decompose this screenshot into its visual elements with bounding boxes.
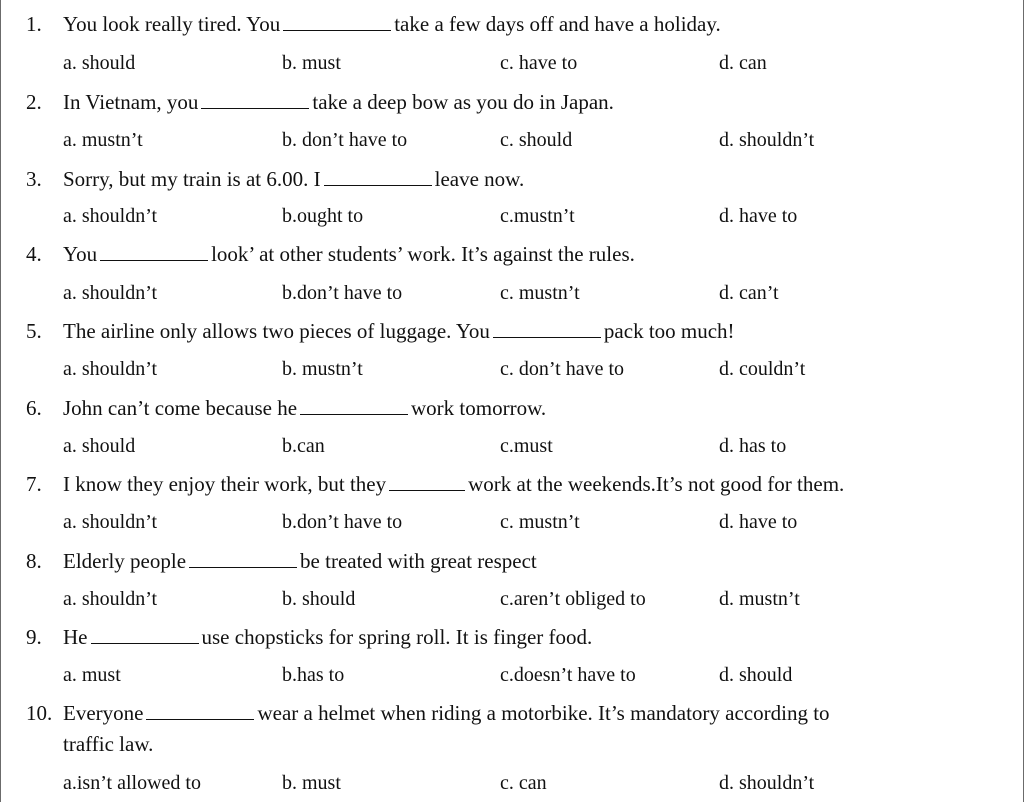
question-text-after: be treated with great respect bbox=[300, 549, 537, 573]
answer-blank bbox=[91, 625, 199, 644]
option-b: b. must bbox=[282, 772, 341, 794]
question-text-before: Everyone bbox=[63, 701, 144, 725]
question-text-after: wear a helmet when riding a motorbike. It’s mandatory according to bbox=[257, 701, 830, 725]
option-a: a.isn’t allowed to bbox=[63, 772, 201, 794]
answer-blank bbox=[300, 396, 408, 415]
question-number: 10. bbox=[26, 701, 53, 725]
question-text-before: John can’t come because he bbox=[63, 396, 298, 420]
option-a: a. shouldn’t bbox=[63, 588, 158, 610]
option-c: c.must bbox=[500, 435, 553, 457]
option-c: c.mustn’t bbox=[500, 205, 575, 227]
question-number: 5. bbox=[26, 319, 42, 343]
question-6 bbox=[26, 395, 546, 421]
question-number: 1. bbox=[26, 12, 42, 36]
option-a: a. must bbox=[63, 664, 121, 686]
question-7 bbox=[26, 471, 844, 497]
answer-blank bbox=[189, 549, 297, 568]
option-d: d. has to bbox=[719, 435, 787, 457]
option-c: c.aren’t obliged to bbox=[500, 588, 646, 610]
option-d: d. can’t bbox=[719, 282, 779, 304]
option-a: a. shouldn’t bbox=[63, 511, 158, 533]
question-number: 8. bbox=[26, 549, 42, 573]
option-a: a. shouldn’t bbox=[63, 358, 158, 380]
question-number: 2. bbox=[26, 90, 42, 114]
option-b: b. must bbox=[282, 52, 341, 74]
question-text-after: take a few days off and have a holiday. bbox=[394, 12, 721, 36]
question-number: 4. bbox=[26, 242, 42, 266]
option-a: a. mustn’t bbox=[63, 129, 143, 151]
question-text-after: leave now. bbox=[434, 167, 525, 191]
question-4 bbox=[26, 241, 635, 267]
option-c: c. can bbox=[500, 772, 547, 794]
option-b: b. should bbox=[282, 588, 356, 610]
option-c: c. mustn’t bbox=[500, 511, 580, 533]
question-1 bbox=[26, 11, 721, 37]
answer-blank bbox=[283, 12, 391, 31]
question-text-before: You bbox=[63, 242, 98, 266]
option-b: b.can bbox=[282, 435, 325, 457]
option-d: d. have to bbox=[719, 205, 798, 227]
question-text-before: In Vietnam, you bbox=[63, 90, 199, 114]
question-number: 6. bbox=[26, 396, 42, 420]
answer-blank bbox=[389, 472, 465, 491]
option-a: a. shouldn’t bbox=[63, 282, 158, 304]
answer-blank bbox=[324, 167, 432, 186]
option-c: c. mustn’t bbox=[500, 282, 580, 304]
option-b: b. mustn’t bbox=[282, 358, 363, 380]
question-text-before: Elderly people bbox=[63, 549, 187, 573]
question-text-before: The airline only allows two pieces of luggage. You bbox=[63, 319, 490, 343]
option-d: d. should bbox=[719, 664, 793, 686]
question-text-before: I know they enjoy their work, but they bbox=[63, 472, 387, 496]
option-d: d. can bbox=[719, 52, 767, 74]
option-a: a. should bbox=[63, 52, 136, 74]
question-2 bbox=[26, 89, 614, 115]
option-b: b.don’t have to bbox=[282, 282, 403, 304]
question-text-after: look’ at other students’ work. It’s against the rules. bbox=[211, 242, 635, 266]
option-d: d. couldn’t bbox=[719, 358, 806, 380]
question-3 bbox=[26, 166, 524, 192]
option-d: d. shouldn’t bbox=[719, 129, 815, 151]
option-c: c. have to bbox=[500, 52, 578, 74]
option-d: d. mustn’t bbox=[719, 588, 800, 610]
question-10 bbox=[26, 700, 830, 726]
question-text-after: pack too much! bbox=[603, 319, 735, 343]
answer-blank bbox=[100, 242, 208, 261]
option-c: c. should bbox=[500, 129, 573, 151]
option-a: a. shouldn’t bbox=[63, 205, 158, 227]
question-9 bbox=[26, 624, 592, 650]
question-number: 9. bbox=[26, 625, 42, 649]
option-b: b.ought to bbox=[282, 205, 364, 227]
question-text-continuation: traffic law. bbox=[63, 732, 154, 756]
question-8 bbox=[26, 548, 537, 574]
option-d: d. shouldn’t bbox=[719, 772, 815, 794]
answer-blank bbox=[201, 90, 309, 109]
option-b: b. don’t have to bbox=[282, 129, 408, 151]
question-number: 7. bbox=[26, 472, 42, 496]
question-text-after: work at the weekends.It’s not good for them. bbox=[468, 472, 845, 496]
option-b: b.don’t have to bbox=[282, 511, 403, 533]
question-text-before: You look really tired. You bbox=[63, 12, 281, 36]
question-text-after: use chopsticks for spring roll. It is finger food. bbox=[201, 625, 593, 649]
option-c: c. don’t have to bbox=[500, 358, 625, 380]
question-text-after: work tomorrow. bbox=[411, 396, 547, 420]
question-text-before: He bbox=[63, 625, 88, 649]
answer-blank bbox=[493, 319, 601, 338]
question-number: 3. bbox=[26, 167, 42, 191]
answer-blank bbox=[146, 701, 254, 720]
option-a: a. should bbox=[63, 435, 136, 457]
question-text-after: take a deep bow as you do in Japan. bbox=[312, 90, 614, 114]
question-text-before: Sorry, but my train is at 6.00. I bbox=[63, 167, 321, 191]
option-c: c.doesn’t have to bbox=[500, 664, 636, 686]
question-5 bbox=[26, 318, 735, 344]
option-b: b.has to bbox=[282, 664, 345, 686]
option-d: d. have to bbox=[719, 511, 798, 533]
